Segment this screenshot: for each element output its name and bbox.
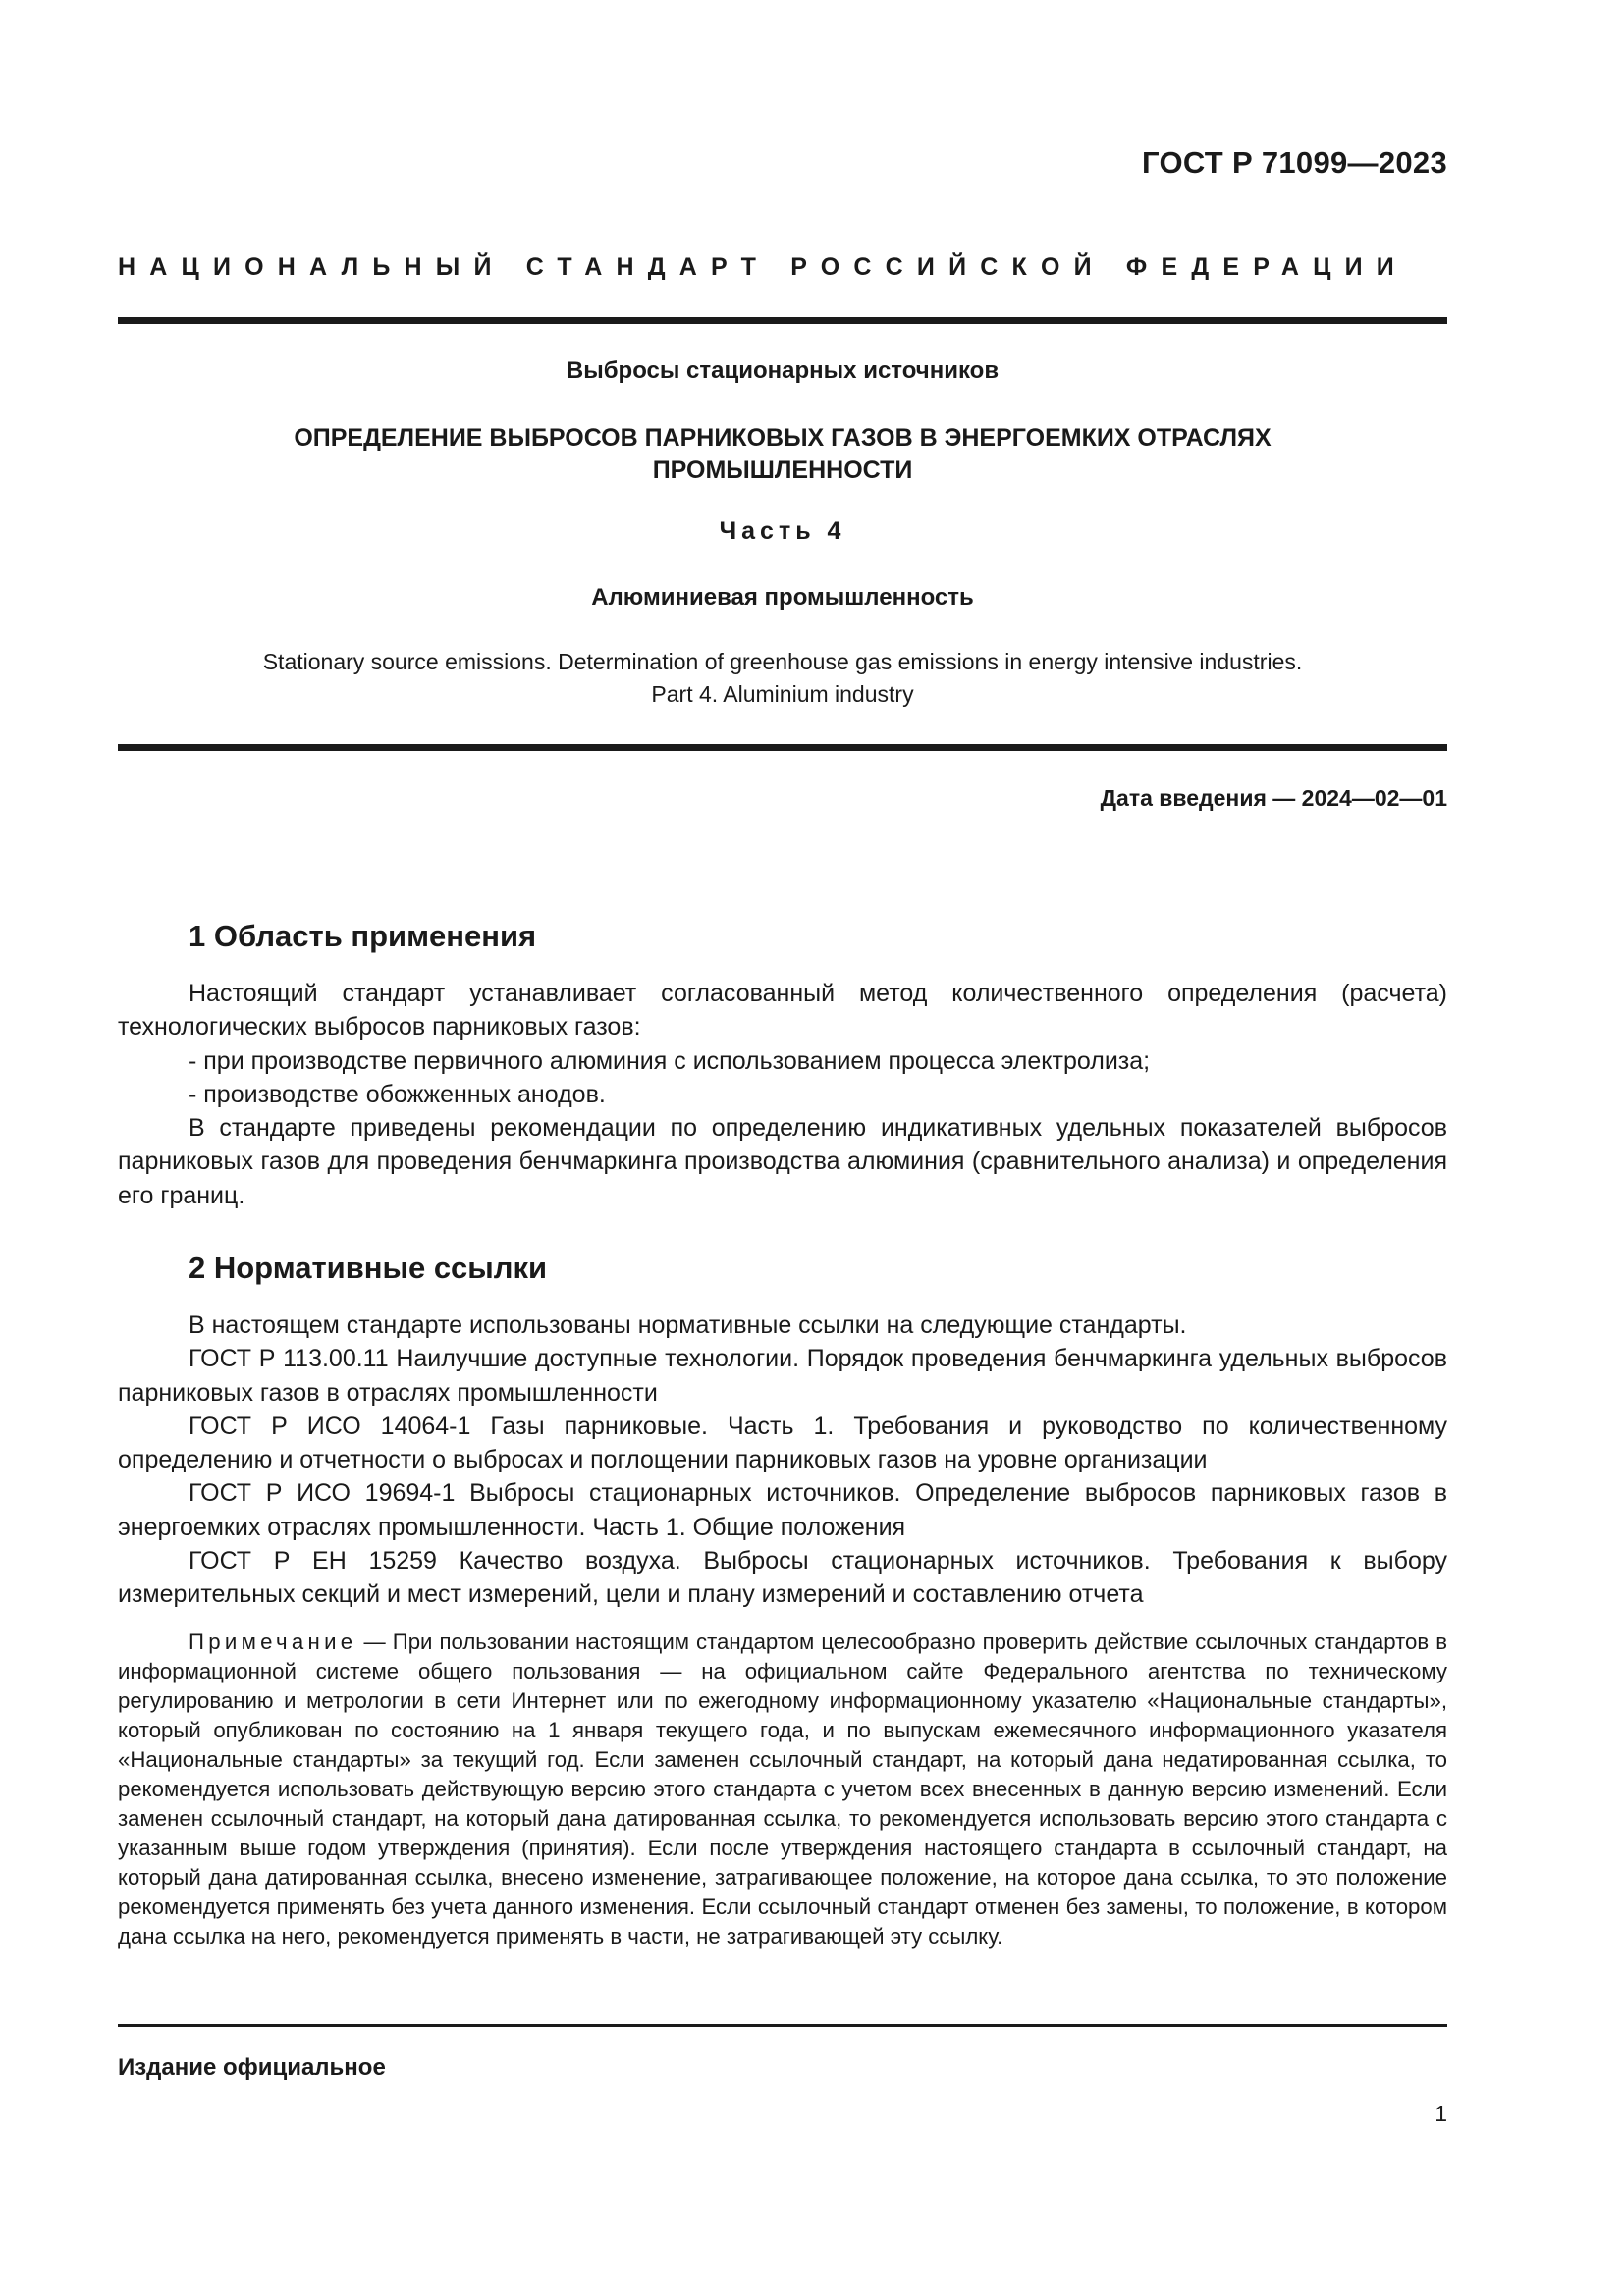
section-2-paragraph: В настоящем стандарте использованы нормативные ссылки на следующие стандарты. [189, 1311, 1187, 1339]
standard-designation: ГОСТ Р 71099—2023 [1142, 145, 1447, 180]
section-1-list-item: - при производстве первичного алюминия с использованием процесса электролиза; [189, 1046, 1151, 1075]
introduction-date: Дата введения — 2024—02—01 [1100, 785, 1447, 811]
section-1-list-item: - производстве обожженных анодов. [189, 1080, 606, 1108]
reference-entry: ГОСТ Р 113.00.11 Наилучшие доступные технологии. Порядок проведения бенчмаркинга удельных выбросов парниковых газов в отраслях промышленности [118, 1345, 1447, 1407]
english-title-line-2: Part 4. Aluminium industry [651, 681, 914, 707]
english-title-line-1: Stationary source emissions. Determination of greenhouse gas emissions in energy intensive industries. [262, 649, 1303, 674]
title-bottom-rule [118, 744, 1447, 751]
standard-subtitle: Алюминиевая промышленность [591, 584, 974, 611]
section-2-note [118, 1628, 1447, 1951]
official-edition-label: Издание официальное [118, 2055, 386, 2081]
footer-rule [118, 2024, 1447, 2027]
standard-main-title [118, 422, 1447, 487]
section-1-heading: 1 Область применения [189, 919, 537, 953]
reference-entry: ГОСТ Р ЕН 15259 Качество воздуха. Выбросы стационарных источников. Требования к выбору измерительных секций и мест измерений, цели и плану измерений и составлению отчета [118, 1547, 1447, 1609]
top-rule [118, 317, 1447, 324]
standard-part: Часть 4 [719, 517, 846, 545]
document-page [118, 0, 1447, 2296]
section-1-paragraph: В стандарте приведены рекомендации по определению индикативных удельных показателей выбросов парниковых газов для проведения бенчмаркинга производства алюминия (сравнительного анализа) и определения его границ. [118, 1114, 1447, 1209]
section-1-paragraph: Настоящий стандарт устанавливает согласованный метод количественного определения (расчета) технологических выбросов парниковых газов: [118, 980, 1447, 1041]
reference-entry: ГОСТ Р ИСО 19694-1 Выбросы стационарных источников. Определение выбросов парниковых газов в энергоемких отраслях промышленности. Часть 1. Общие положения [118, 1479, 1447, 1541]
english-title [118, 646, 1447, 711]
note-text: — При пользовании настоящим стандартом целесообразно проверить действие ссылочных стандартов в информационной системе общего пользования — на официальном сайте Федерального агентства по техническому регулированию и метрологии в сети Интернет или по ежегодному информационному указателю «Национальные стандарты», который опубликован по состоянию на 1 января текущего года, и по выпускам ежемесячного информационного указателя «Национальные стандарты» за текущий год. Если заменен ссылочный стандарт, на который дана недатированная ссылка, то рекомендуется использовать действующую версию этого стандарта с учетом всех внесенных в данную версию изменений. Если заменен ссылочный стандарт, на который дана датированная ссылка, то рекомендуется использовать версию этого стандарта с указанным выше годом утверждения (принятия). Если после утверждения настоящего стандарта в ссылочный стандарт, на который дана датированная ссылка, внесено изменение, затрагивающее положение, на которое дана ссылка, то это положение рекомендуется применять без учета данного изменения. Если ссылочный стандарт отменен без замены, то положение, в котором дана ссылка на него, рекомендуется применять в части, не затрагивающей эту ссылку. [118, 1629, 1447, 1949]
national-standard-banner: НАЦИОНАЛЬНЫЙ СТАНДАРТ РОССИЙСКОЙ ФЕДЕРАЦИИ [118, 253, 1408, 281]
reference-entry: ГОСТ Р ИСО 14064-1 Газы парниковые. Часть 1. Требования и руководство по количественному определению и отчетности о выбросах и поглощении парниковых газов на уровне организации [118, 1412, 1447, 1474]
main-title-line-1: ОПРЕДЕЛЕНИЕ ВЫБРОСОВ ПАРНИКОВЫХ ГАЗОВ В ЭНЕРГОЕМКИХ ОТРАСЛЯХ [294, 424, 1272, 452]
main-title-line-2: ПРОМЫШЛЕННОСТИ [652, 456, 913, 484]
section-2-body [118, 1308, 1447, 1612]
section-1-body [118, 977, 1447, 1212]
note-paragraph [118, 1628, 1447, 1951]
section-2-heading: 2 Нормативные ссылки [189, 1251, 548, 1285]
page-number: 1 [1435, 2101, 1447, 2126]
standard-subject: Выбросы стационарных источников [566, 357, 1000, 384]
note-label: Примечание [189, 1629, 357, 1654]
